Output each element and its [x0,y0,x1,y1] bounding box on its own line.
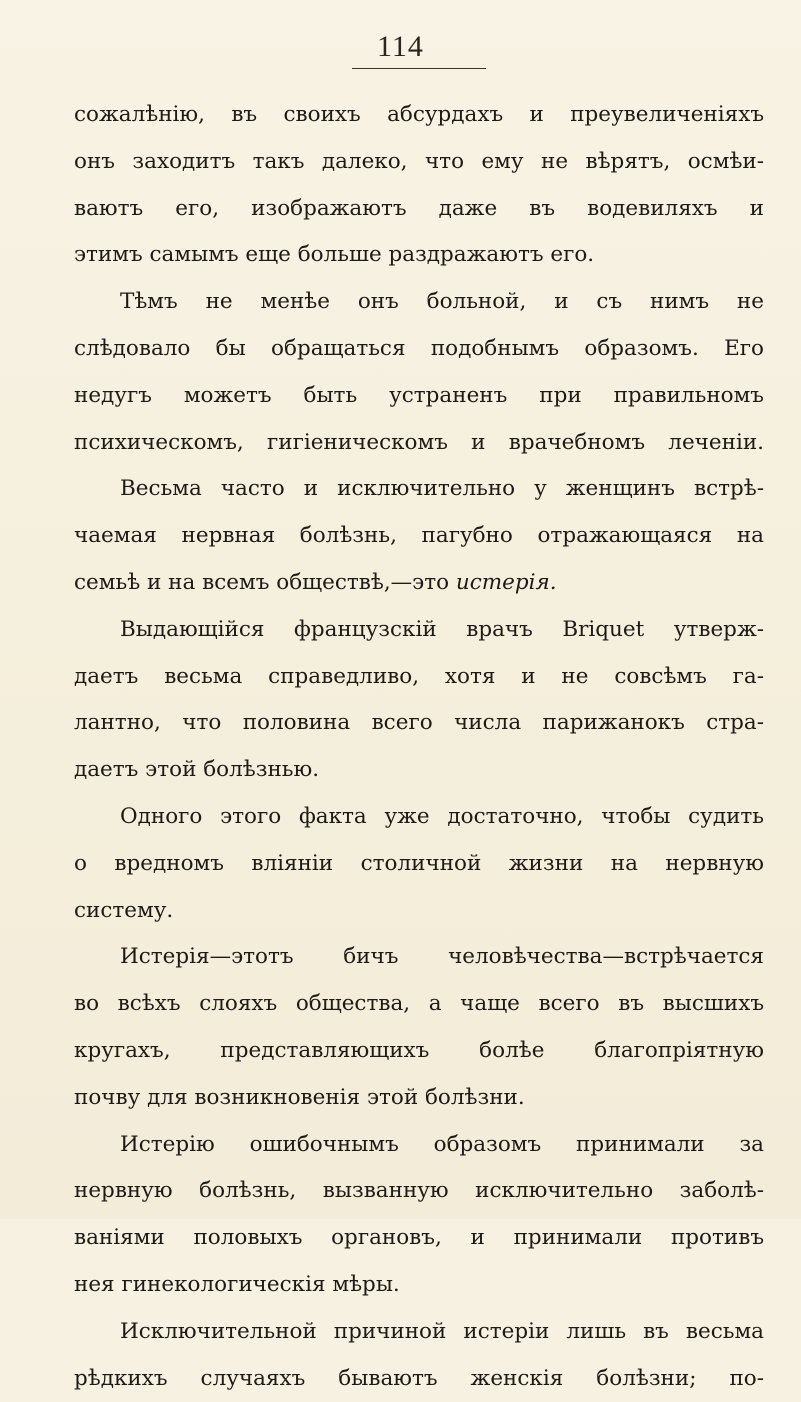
text-line [74,373,764,420]
text-line [74,654,764,701]
text-line [74,934,764,981]
text-line [74,186,764,233]
text-line-content: чаемая нервная болѣзнь, пагубно отражающаяся на [74,523,764,549]
text-line-content: Одного этого факта уже достаточно, чтобы судить [120,803,764,829]
text-line-content: почву для возникновенія этой болѣзни. [74,1084,525,1110]
text-line-content: семьѣ и на всемъ обществѣ,—это [74,569,456,595]
text-line [74,92,764,139]
text-line-content: онъ заходитъ такъ далеко, что ему не вѣрятъ, осмѣи- [74,148,764,174]
text-line [74,747,764,794]
text-line [74,700,764,747]
text-line-content: лантно, что половина всего числа парижанокъ стра- [74,710,764,736]
text-line-content: Весьма часто и исключительно у женщинъ встрѣ- [120,476,764,502]
text-line [74,1075,764,1122]
text-line [74,232,764,279]
text-line-content: рѣдкихъ случаяхъ бываютъ женскія болѣзни; по- [74,1365,764,1391]
text-line [74,888,764,935]
text-line [74,1262,764,1309]
text-line-content: о вредномъ вліяніи столичной жизни на нервную [74,850,764,876]
text-line [74,1122,764,1169]
text-line [74,981,764,1028]
body-text [74,92,764,1402]
text-line-content: во всѣхъ слояхъ общества, а чаще всего въ высшихъ [74,991,764,1017]
text-line-content: даетъ весьма справедливо, хотя и не совсѣмъ га- [74,663,764,689]
text-line [74,560,764,607]
text-line-content: ваніями половыхъ органовъ, и принимали противъ [74,1225,764,1251]
text-line-content: нервную болѣзнь, вызванную исключительно заболѣ- [74,1178,764,1204]
text-line [74,1215,764,1262]
text-line-content: Истерію ошибочнымъ образомъ принимали за [120,1131,764,1157]
italic-term: истерія. [455,569,557,595]
text-line-content: ваютъ его, изображаютъ даже въ водевиляхъ и [74,195,764,221]
text-line [74,279,764,326]
text-line-content: кругахъ, представляющихъ болѣе благопріятную [74,1037,764,1063]
text-line [74,1168,764,1215]
text-line-content: этимъ самымъ еще больше раздражаютъ его. [74,242,595,268]
text-line [74,607,764,654]
header-rule [352,68,486,69]
text-line-content: Тѣмъ не менѣе онъ больной, и съ нимъ не [120,289,764,315]
text-line [74,1309,764,1356]
text-line-content: Истерія—этотъ бичъ человѣчества—встрѣчается [120,944,764,970]
text-line [74,1356,764,1402]
text-line [74,513,764,560]
text-line [74,794,764,841]
text-line-content: психическомъ, гигіеническомъ и врачебномъ леченіи. [74,429,764,455]
text-line [74,466,764,513]
text-line-content: даетъ этой болѣзнью. [74,757,320,783]
page-number: 114 [377,30,424,63]
text-line [74,841,764,888]
text-line-content: Выдающійся французскій врачъ Briquet утверж- [120,616,764,642]
text-line-content: Исключительной причиной истеріи лишь въ весьма [120,1318,764,1344]
text-line-content: слѣдовало бы обращаться подобнымъ образомъ. Его [74,335,764,361]
text-line [74,1028,764,1075]
text-line [74,420,764,467]
text-line-content: систему. [74,897,174,923]
text-line-content: нея гинекологическія мѣры. [74,1271,400,1297]
text-line [74,326,764,373]
text-line-content: сожалѣнію, въ своихъ абсурдахъ и преувеличеніяхъ [74,102,764,127]
text-line [74,139,764,186]
text-line-content: недугъ можетъ быть устраненъ при правильномъ [74,382,764,408]
